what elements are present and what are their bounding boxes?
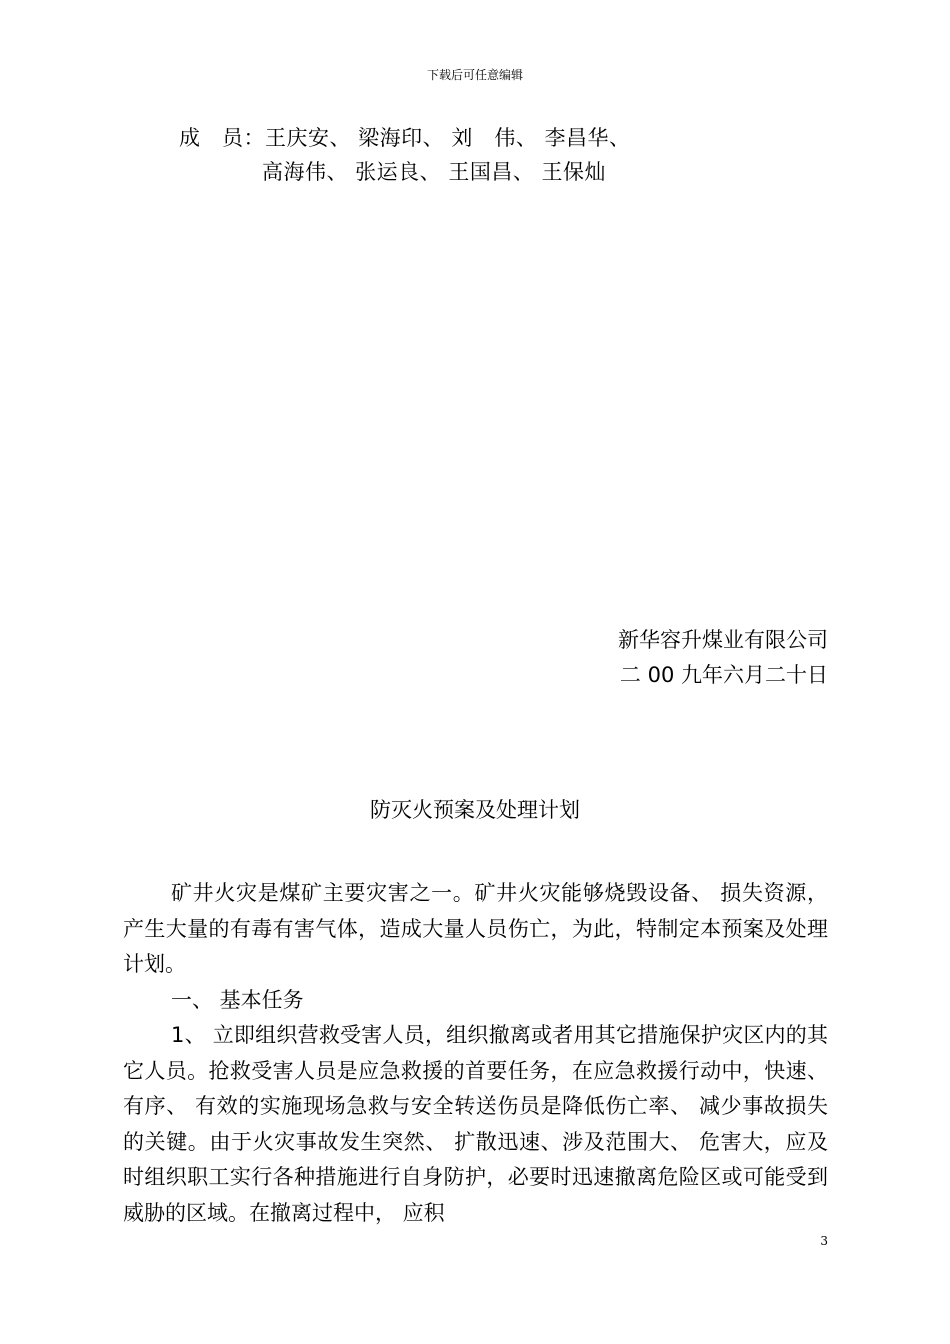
members-line-2: 高海伟、 张运良、 王国昌、 王保灿 bbox=[262, 160, 607, 184]
paragraph-task-1: 1、 立即组织营救受害人员，组织撤离或者用其它措施保护灾区内的其它人员。抢救受害人员是应急救援的首要任务，在应急救援行动中，快速、 有序、 有效的实施现场急救与安全转送伤员是降低伤亡率、 减少事故损失的关键。由于火灾事故发生突然、 扩散迅速、涉及范围大、 危害大，应及时组织职工实行各种措施进行自身防护，必要时迅速撤离危险区或可能受到威胁的区域。在撤离过程中， 应积 bbox=[123, 1023, 828, 1225]
section-heading: 一、 基本任务 bbox=[171, 987, 304, 1012]
document-title: 防灭火预案及处理计划 bbox=[370, 798, 580, 822]
members-line-1: 成 员：王庆安、 梁海印、 刘 伟、 李昌华、 bbox=[179, 126, 631, 150]
company-name: 新华容升煤业有限公司 bbox=[618, 628, 828, 652]
document-date: 二 00 九年六月二十日 bbox=[619, 663, 828, 687]
body-text bbox=[123, 876, 828, 1231]
header-note: 下载后可任意编辑 bbox=[426, 68, 523, 82]
paragraph-intro: 矿井火灾是煤矿主要灾害之一。矿井火灾能够烧毁设备、 损失资源，产生大量的有毒有害气体，造成大量人员伤亡，为此，特制定本预案及处理计划。 bbox=[123, 881, 828, 976]
page-number: 3 bbox=[820, 1234, 828, 1248]
